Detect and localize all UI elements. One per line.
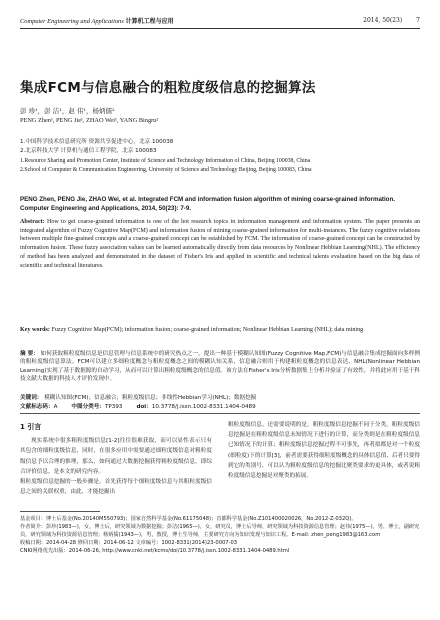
footnote-rule xyxy=(20,511,100,512)
footnote-cnki: CNKI网络优先出版：2014-06-26, http://www.cnki.net/kcms/doi/10.3778/j.issn.1002-8331.1404-0489.html xyxy=(20,548,290,555)
keywords-cn-label: 关键词： xyxy=(20,395,43,401)
header-rule xyxy=(20,28,420,29)
keywords-en xyxy=(20,326,420,335)
section-rule xyxy=(20,413,420,414)
footnote-dates: 收稿日期：2014-04-28 修回日期：2014-06-12 文章编号：1002-8331(2014)23-0007-03 xyxy=(20,540,238,547)
body-text-right: 粗粒度级信息。还需要说明的是，粗粒度级信息挖掘不同于分类，粗粒度级信息挖掘是在粗粒度级信息未知情况下进行的计算，而分类则是在粗粒度级信息已知情况下的计算；粗粒度级信息挖掘过程不可事先，再者拟都是对一个粒度(细粒度)下的计算[3]，前者需要获得细粒度级概念的具体信息值，后者只要得到它的类别号，可以认为粗粒度级信息的挖掘比聚类要求的更具体，或者说粗粒度级信息挖掘是对聚类的拓展。 xyxy=(228,422,420,480)
journal-name: Computer Engineering and Applications 计算机工程与应用 xyxy=(20,17,174,25)
section-heading: 1 引言 xyxy=(20,423,42,431)
clc-code: 中图分类号：TP393 xyxy=(71,404,123,410)
abstract-cn xyxy=(20,350,420,384)
keywords-en-label: Key words: xyxy=(20,327,50,333)
abstract-cn-text: 如何获取粗粒度级信息是信息管理与信息系统中的研究热点之一。提出一种基于模糊认知图(Fuzzy Cognitive Map,FCM)与信息融合集成挖掘面向多样例的粗粒度级信息算法。FCM可以建立多细粒度概念与粗粒度概念之间的模糊认知关系，信息融合则用于构建粗粒度概念的信息表达，NHL(Nonlinear Hebbian Learning)实现了基于数据源的自动学习，从而可以计算出粗粒度级概念的信息值。该方法在Fisher's Iris分析数据集上分析并验证了有效性，并将此应用于基于科技文献大数据的科技人才评价发现中。 xyxy=(20,351,420,383)
footnotes xyxy=(20,515,420,555)
body-column-left xyxy=(20,420,212,497)
abstract-cn-label: 摘 要： xyxy=(20,351,39,357)
citation: PENG Zhen, PENG Jie, ZHAO Wei, et al. Integrated FCM and information fusion algorithm of mining coarse-grained information. Computer Engineering and Applications, 2014, 50(23): 7-9. xyxy=(20,196,395,212)
affiliation-en-2: 2.School of Computer & Communication Engineering, University of Science and Technology Beijing, Beijing 100083, China xyxy=(20,167,312,173)
body-text-left: 现实系统中很多粗粒度级信息[1-2]往往很难获取，而可以显性表示只有其包含的细粒度级信息，同时，在很多应用中需要通过细粒度级信息对粗粒度级信息予以合理的推理，那么，如何通过大数据挖掘获得粗粒度级信息，即综合评价信息，是本文的研究内容。 粗粒度级信息挖掘的一般步骤是，首先获得每个细粒度级信息与其粗粒度级信息之间的关联权重，由此，才能挖掘出 xyxy=(20,438,212,496)
affiliation-cn-2: 2.北京科技大学 计算机与通信工程学院，北京 100083 xyxy=(20,148,157,154)
affiliation-en-1: 1.Resource Sharing and Promotion Center, Institute of Science and Technology Information of China, Beijing 100038, China xyxy=(20,158,311,164)
keywords-en-text: Fuzzy Cognitive Map(FCM); information fusion; coarse-grained information; Nonlinear Hebbian Learning (NHL); data mining xyxy=(51,327,364,333)
keywords-cn-text: 模糊认知图(FCM)；信息融合；粗粒度级信息；非线性Hebbian学习(NHL)；数据挖掘 xyxy=(44,395,257,401)
doi: doi：10.3778/j.issn.1002-8331.1404-0489 xyxy=(136,404,256,410)
abstract-en-text: How to get coarse-grained information is one of the hot research topics in information management and information system. The paper presents an integrated algorithm of Fuzzy Cognitive Map(FCM) and information fusion of mining coarse-grained information for multi-instances. The fuzzy cognitive relations between multiple fine-grained concepts and a coarse-grained concept can be established by FCM. The information of coarse-grained concept can be constructed by information fusion. These fuzzy association values can be learned automatically directly from data resources by Nonlinear Hebbian Learning(NHL). The efficiency of method has been analyzed and demonstrated in the dataset of Fisher's Iris and applied in scientific and technical talents evaluation based on the big data of scientific and technical literatures. xyxy=(20,219,420,269)
classification-line xyxy=(20,402,420,410)
header-right xyxy=(363,17,420,24)
authors-cn: 彭 珍¹，彭 洁¹，赵 伟¹，杨炳儒² xyxy=(20,107,115,115)
footnote-funding: 基金项目：博士后基金(No.20140M550793)；国家自然科学基金(No.61175048)；首都科学基金(No.Z101400020026，No.2012-Z-032Q)。 xyxy=(20,516,357,522)
authors-en: PENG Zhen¹, PENG Jie¹, ZHAO Wei¹, YANG Bingru² xyxy=(20,117,159,124)
page-number: 7 xyxy=(416,16,420,24)
affiliation-cn-1: 1.中国科学技术信息研究所 资源共享促进中心，北京 100038 xyxy=(20,139,174,145)
paper-title: 集成FCM与信息融合的粗粒度级信息的挖掘算法 xyxy=(20,80,316,96)
footnote-authors: 作者简介：彭珍(1983—)，女，博士后，研究领域为数据挖掘；彭洁(1965—)，女，研究员，博士后导师，研究领域为科技资源信息管理；赵伟(1975—)，男，博士，副研究员，研究领域为科技资源信息管理；杨炳儒(1943—)，男，教授，博士生导师，主要研究方向为知识发现与知识工程。E-mail: zhen_peng1983@163.com xyxy=(20,524,420,539)
doc-code: 文献标志码：A xyxy=(20,404,58,410)
journal-name-cn: 计算机工程与应用 xyxy=(125,17,174,25)
abstract-en xyxy=(20,218,420,270)
running-header xyxy=(20,12,420,28)
body-column-right xyxy=(228,420,420,481)
issue-info: 2014, 50(23) xyxy=(363,16,403,24)
abstract-en-label: Abstract: xyxy=(20,219,45,225)
